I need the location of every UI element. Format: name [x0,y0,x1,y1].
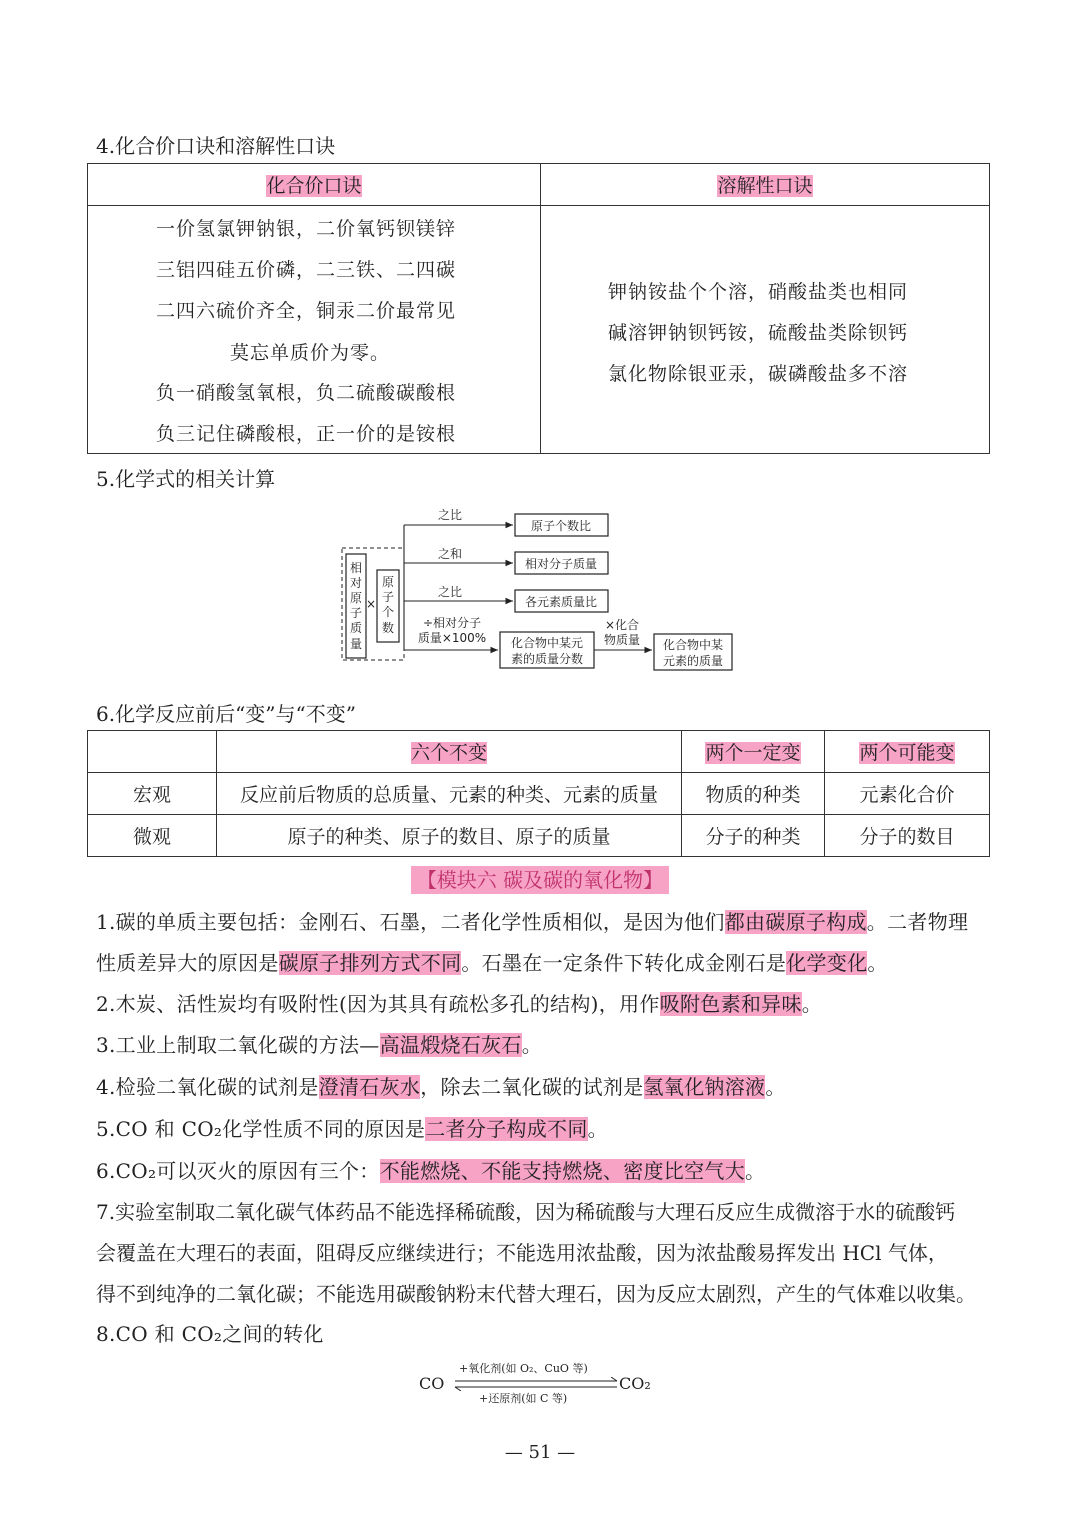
solubility-line: 氯化物除银亚汞，碳磷酸盐多不溶 [608,363,909,385]
branch3-label: 之比 [437,585,463,599]
valence-line: 一价氢氯钾钠银，二价氧钙钡镁锌 [156,218,457,240]
svg-text:原: 原 [381,575,395,589]
svg-text:量: 量 [349,637,363,651]
section5-heading: 5.化学式的相关计算 [96,467,276,491]
valence-line: 负三记住磷酸根，正一价的是铵根 [156,423,457,445]
svg-text:元素的质量: 元素的质量 [662,654,724,668]
table-cell: 物质的种类 [682,773,825,815]
vchar: 相 [349,561,363,575]
svg-text:数: 数 [381,621,395,635]
page-number: — 51 — [504,1442,576,1463]
branch4-box: 化合物中某元 [510,636,584,650]
svg-text:子: 子 [381,590,395,604]
header-six-invariant: 六个不变 [410,742,487,764]
solubility-header: 溶解性口诀 [717,175,813,197]
conv-top-label: +氧化剂(如 O₂、CuO 等) [459,1362,588,1375]
header-two-must-change: 两个一定变 [705,742,801,764]
co-co2-conversion [415,1360,675,1408]
paragraph-8: 8.CO 和 CO₂之间的转化 [96,1322,324,1346]
table-cell: 原子的种类、原子的数目、原子的质量 [217,815,682,857]
paragraph-6: 6.CO₂可以灭火的原因有三个：不能燃烧、不能支持燃烧、密度比空气大。 [96,1159,766,1183]
section6-heading: 6.化学反应前后“变”与“不变” [96,702,356,726]
svg-text:对: 对 [349,576,363,590]
branch5-box: 化合物中某 [662,638,724,652]
branch2-label: 之和 [437,547,463,561]
valence-line: 莫忘单质价为零。 [230,342,391,364]
svg-text:物质量: 物质量 [603,633,641,647]
valence-header: 化合价口诀 [266,175,362,197]
table-cell: 分子的种类 [682,815,825,857]
paragraph-2: 2.木炭、活性炭均有吸附性(因为其具有疏松多孔的结构)，用作吸附色素和异味。 [96,992,823,1016]
paragraph-4: 4.检验二氧化碳的试剂是澄清石灰水，除去二氧化碳的试剂是氢氧化钠溶液。 [96,1075,786,1099]
co-label: CO [419,1374,445,1393]
paragraph-5: 5.CO 和 CO₂化学性质不同的原因是二者分子构成不同。 [96,1117,608,1141]
table-cell: 分子的数目 [825,815,990,857]
svg-text:质: 质 [349,621,363,635]
solubility-line: 碱溶钾钠钡钙铵，硫酸盐类除钡钙 [608,322,909,344]
co2-label: CO₂ [619,1374,651,1393]
branch5-label: ×化合 [604,618,640,632]
table-row-label: 宏观 [88,773,217,815]
valence-line: 负一硝酸氢氧根，负二硫酸碳酸根 [156,382,457,404]
paragraph-3: 3.工业上制取二氧化碳的方法—高温煅烧石灰石。 [96,1033,543,1057]
svg-text:个: 个 [381,605,395,619]
svg-text:子: 子 [349,606,363,620]
svg-text:质量×100%: 质量×100% [417,631,487,645]
times-sign: × [365,597,377,611]
valence-cell [88,206,541,454]
branch4-label: ÷相对分子 [422,616,482,630]
paragraph-7c: 得不到纯净的二氧化碳；不能选用碳酸钠粉末代替大理石，因为反应太剧烈，产生的气体难以收集。 [96,1282,976,1306]
change-invariance-table [87,730,990,857]
paragraph-1a: 1.碳的单质主要包括：金刚石、石墨，二者化学性质相似，是因为他们都由碳原子构成。二者物理 [96,910,969,934]
branch1-label: 之比 [437,508,463,522]
branch2-box: 相对分子质量 [524,557,598,571]
svg-text:素的质量分数: 素的质量分数 [510,652,584,666]
svg-text:原: 原 [349,591,363,605]
paragraph-7a: 7.实验室制取二氧化碳气体药品不能选择稀硫酸，因为稀硫酸与大理石反应生成微溶于水的硫酸钙 [96,1200,956,1224]
module-title: 【模块六 碳及碳的氧化物】 [411,866,669,894]
branch1-box: 原子个数比 [530,519,592,533]
conv-bottom-label: +还原剂(如 C 等) [479,1392,568,1405]
table-cell: 元素化合价 [825,773,990,815]
branch3-box: 各元素质量比 [524,595,598,609]
valence-line: 二四六硫价齐全，铜汞二价最常见 [156,300,457,322]
header-two-may-change: 两个可能变 [859,742,955,764]
paragraph-7b: 会覆盖在大理石的表面，阻碍反应继续进行；不能选用浓盐酸，因为浓盐酸易挥发出 HCl 气体， [96,1241,948,1265]
double-arrow [451,1377,621,1391]
table-row-label: 微观 [88,815,217,857]
table-cell: 反应前后物质的总质量、元素的种类、元素的质量 [217,773,682,815]
formula-calculation-diagram [330,500,750,680]
section4-heading: 4.化合价口诀和溶解性口诀 [96,134,336,158]
valence-line: 三铝四硅五价磷，二三铁、二四碳 [156,259,457,281]
paragraph-1b: 性质差异大的原因是碳原子排列方式不同。石墨在一定条件下转化成金刚石是化学变化。 [96,951,888,975]
solubility-line: 钾钠铵盐个个溶，硝酸盐类也相同 [608,281,909,303]
